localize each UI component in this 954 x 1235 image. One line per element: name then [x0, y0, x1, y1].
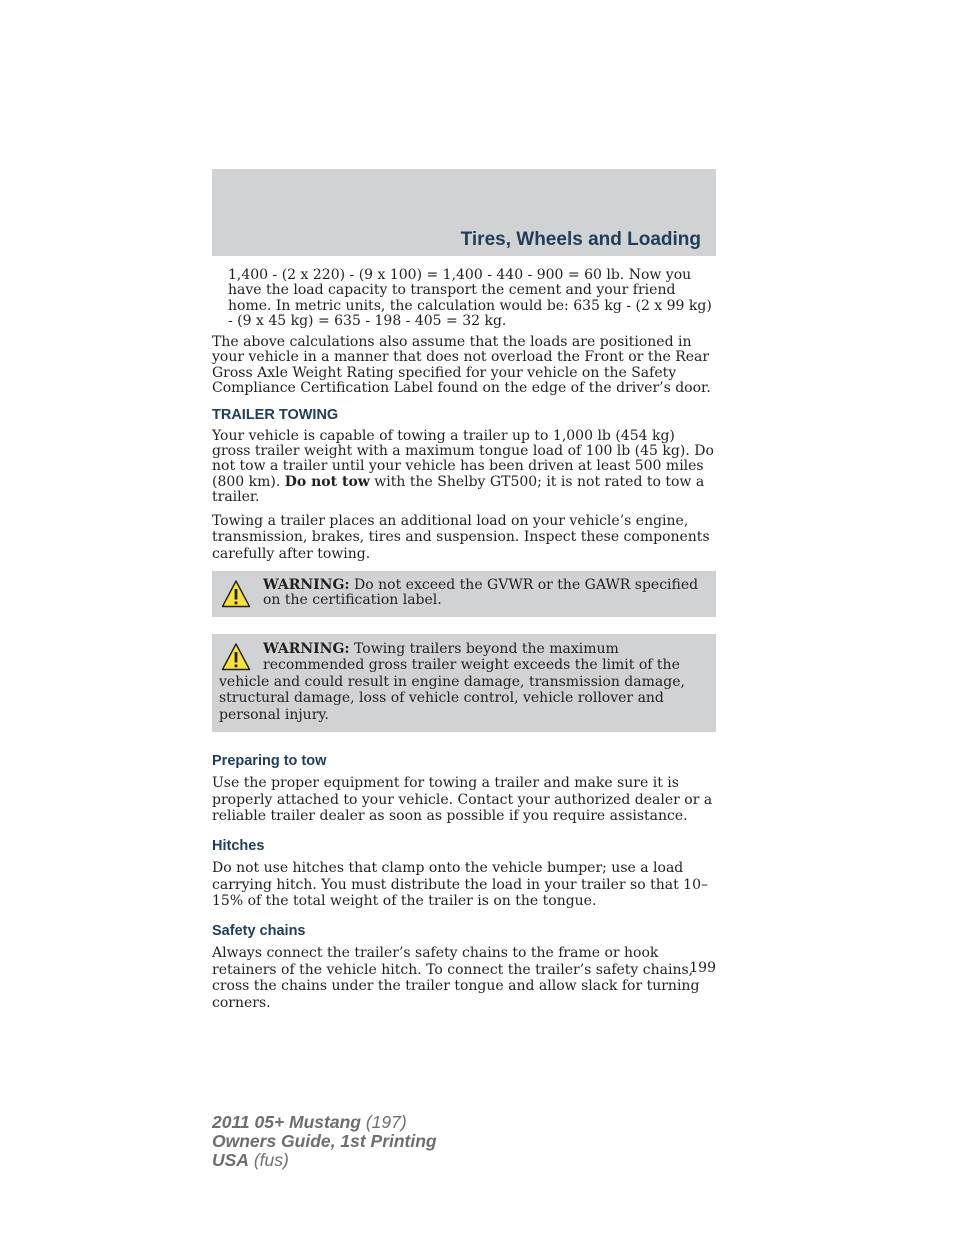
trailer-towing-heading: TRAILER TOWING [212, 407, 339, 424]
footer-line-model [212, 1113, 437, 1132]
footer-market: USA [212, 1150, 249, 1170]
footer-line-market [212, 1151, 437, 1170]
warning-box-gvwr [212, 571, 716, 617]
warning-triangle-icon [221, 579, 251, 609]
warning-text: Towing trailers beyond the maximum recommended gross trailer weight exceeds the limit of the vehicle and could result in engine damage, transmission damage, structural damage, loss of vehicle control, vehicle rollover and personal injury. [219, 640, 685, 723]
towing-capacity-paragraph [212, 429, 716, 505]
footer-market-code: (fus) [248, 1150, 289, 1170]
warning-label: WARNING: [263, 640, 350, 657]
page-content [212, 268, 716, 1011]
safety-chains-heading: Safety chains [212, 922, 306, 939]
footer-imprint [212, 1113, 437, 1170]
section-header-band [212, 169, 716, 256]
section-title: Tires, Wheels and Loading [460, 229, 701, 250]
calc-paragraph: 1,400 - (2 x 220) - (9 x 100) = 1,400 - 440 - 900 = 60 lb. Now you have the load capacity to transport the cement and your friend home. In metric units, the calculation would be: 635 kg - (2 x 99 kg) - (9 x 45 kg) = 635 - 198 - 405 = 32 kg. [228, 267, 712, 329]
warning-triangle-icon [221, 642, 251, 672]
footer-guide: Owners Guide, 1st Printing [212, 1131, 437, 1151]
warning-text: Do not exceed the GVWR or the GAWR specified on the certification label. [263, 577, 699, 609]
safety-chains-paragraph: Always connect the trailer’s safety chains to the frame or hook retainers of the vehicle hitch. To connect the trailer’s safety chains, cross the chains under the trailer tongue and allow slack for turning corners. [212, 945, 700, 1011]
footer-line-guide [212, 1132, 437, 1151]
towing-load-paragraph: Towing a trailer places an additional load on your vehicle’s engine, transmission, brakes, tires and suspension. Inspect these components carefully after towing. [212, 513, 710, 562]
towing-capacity-tail: with the Shelby GT500; it is not rated to tow a trailer. [212, 473, 705, 505]
preparing-paragraph: Use the proper equipment for towing a trailer and make sure it is properly attached to your vehicle. Contact your authorized dealer or a reliable trailer dealer as soon as possible if you require assistance. [212, 775, 713, 825]
towing-capacity-text: Your vehicle is capable of towing a trailer up to 1,000 lb (454 kg) gross trailer weight with a maximum tongue load of 100 lb (45 kg). Do not tow a trailer until your vehicle has been driven at least 500 miles (800 km). [212, 427, 714, 490]
do-not-tow-bold: Do not tow [284, 473, 370, 490]
hitches-heading: Hitches [212, 837, 265, 854]
assumption-paragraph: The above calculations also assume that the loads are positioned in your vehicle in a manner that does not overload the Front or the Rear Gross Axle Weight Rating specified for your vehicle on the Safety Compliance Certification Label found on the edge of the driver’s door. [212, 334, 711, 397]
page-number: 199 [689, 960, 716, 976]
warning-box-trailer-weight [212, 634, 716, 733]
warning-label: WARNING: [263, 577, 350, 594]
preparing-heading: Preparing to tow [212, 753, 327, 770]
footer-model-code: (197) [360, 1112, 407, 1132]
footer-model: 2011 05+ Mustang [212, 1112, 361, 1132]
hitches-paragraph: Do not use hitches that clamp onto the vehicle bumper; use a load carrying hitch. You must distribute the load in your trailer so that 10–15% of the total weight of the trailer is on the tongue. [212, 860, 708, 910]
